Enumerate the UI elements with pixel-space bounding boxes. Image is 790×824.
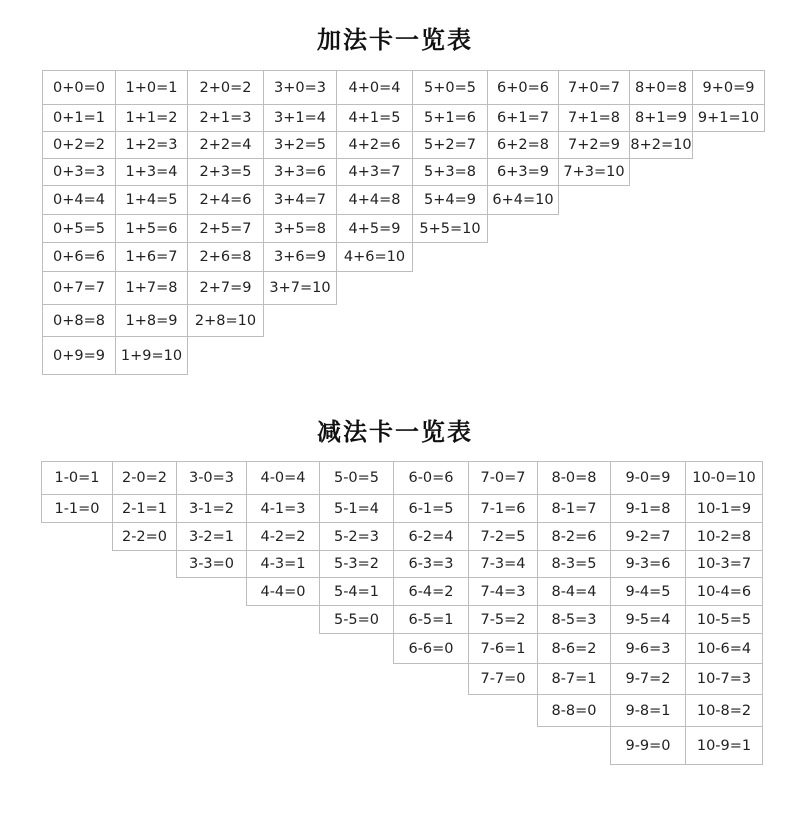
subtraction-card: 5-4=1: [319, 577, 394, 606]
addition-card: 0+1=1: [42, 104, 116, 132]
subtraction-card: 6-1=5: [393, 494, 469, 523]
subtraction-card: 7-0=7: [468, 461, 538, 495]
addition-card: 8+1=9: [629, 104, 693, 132]
addition-card: 0+6=6: [42, 242, 116, 272]
subtraction-card: 6-3=3: [393, 550, 469, 578]
subtraction-card: 10-5=5: [685, 605, 763, 634]
subtraction-card: 5-3=2: [319, 550, 394, 578]
addition-card: 6+2=8: [487, 131, 559, 159]
addition-card: 0+8=8: [42, 304, 116, 337]
addition-card: 6+3=9: [487, 158, 559, 186]
subtraction-card: 5-5=0: [319, 605, 394, 634]
subtraction-card: 9-0=9: [610, 461, 686, 495]
addition-card: 1+6=7: [115, 242, 188, 272]
subtraction-card: 4-0=4: [246, 461, 320, 495]
addition-card: 1+2=3: [115, 131, 188, 159]
subtraction-card: 10-4=6: [685, 577, 763, 606]
addition-card: 1+8=9: [115, 304, 188, 337]
addition-card: 2+4=6: [187, 185, 264, 215]
addition-card: 2+6=8: [187, 242, 264, 272]
addition-card: 4+6=10: [336, 242, 413, 272]
addition-card: 2+7=9: [187, 271, 264, 305]
subtraction-card: 7-2=5: [468, 522, 538, 551]
subtraction-card: 2-1=1: [112, 494, 177, 523]
subtraction-card: 9-7=2: [610, 663, 686, 695]
addition-card: 7+2=9: [558, 131, 630, 159]
addition-card: 3+2=5: [263, 131, 337, 159]
subtraction-card: 8-7=1: [537, 663, 611, 695]
subtraction-card: 5-1=4: [319, 494, 394, 523]
subtraction-card: 8-8=0: [537, 694, 611, 727]
subtraction-card: 10-2=8: [685, 522, 763, 551]
subtraction-card: 7-7=0: [468, 663, 538, 695]
addition-card: 9+1=10: [692, 104, 765, 132]
subtraction-card: 10-9=1: [685, 726, 763, 765]
addition-card: 3+0=3: [263, 70, 337, 105]
addition-card: 2+0=2: [187, 70, 264, 105]
addition-card: 1+7=8: [115, 271, 188, 305]
addition-card: 7+0=7: [558, 70, 630, 105]
subtraction-card: 4-1=3: [246, 494, 320, 523]
subtraction-card: 9-8=1: [610, 694, 686, 727]
addition-card: 2+1=3: [187, 104, 264, 132]
subtraction-card: 8-6=2: [537, 633, 611, 664]
addition-card: 9+0=9: [692, 70, 765, 105]
addition-card: 6+0=6: [487, 70, 559, 105]
subtraction-card: 9-3=6: [610, 550, 686, 578]
subtraction-card: 10-7=3: [685, 663, 763, 695]
subtraction-card: 6-5=1: [393, 605, 469, 634]
addition-card: 4+3=7: [336, 158, 413, 186]
addition-card: 2+8=10: [187, 304, 264, 337]
addition-card: 3+7=10: [263, 271, 337, 305]
subtraction-card: 4-4=0: [246, 577, 320, 606]
addition-card: 1+0=1: [115, 70, 188, 105]
subtraction-card: 3-2=1: [176, 522, 247, 551]
subtraction-card: 5-2=3: [319, 522, 394, 551]
subtraction-card: 9-6=3: [610, 633, 686, 664]
subtraction-card: 4-3=1: [246, 550, 320, 578]
subtraction-card: 10-3=7: [685, 550, 763, 578]
addition-card: 6+4=10: [487, 185, 559, 215]
subtraction-card: 2-0=2: [112, 461, 177, 495]
subtraction-card: 1-0=1: [41, 461, 113, 495]
addition-card: 5+3=8: [412, 158, 488, 186]
subtraction-card: 1-1=0: [41, 494, 113, 523]
addition-card: 4+1=5: [336, 104, 413, 132]
addition-card: 0+5=5: [42, 214, 116, 243]
addition-card: 1+1=2: [115, 104, 188, 132]
addition-card: 3+5=8: [263, 214, 337, 243]
addition-card: 1+4=5: [115, 185, 188, 215]
subtraction-card: 6-6=0: [393, 633, 469, 664]
subtraction-card: 3-1=2: [176, 494, 247, 523]
addition-card: 4+4=8: [336, 185, 413, 215]
subtraction-card: 8-0=8: [537, 461, 611, 495]
addition-card: 0+0=0: [42, 70, 116, 105]
subtraction-card: 3-3=0: [176, 550, 247, 578]
addition-card: 6+1=7: [487, 104, 559, 132]
addition-card: 4+5=9: [336, 214, 413, 243]
subtraction-card: 9-9=0: [610, 726, 686, 765]
addition-card: 3+1=4: [263, 104, 337, 132]
addition-card: 8+2=10: [629, 131, 693, 159]
addition-card: 5+4=9: [412, 185, 488, 215]
addition-card: 3+3=6: [263, 158, 337, 186]
subtraction-card: 8-1=7: [537, 494, 611, 523]
subtraction-card: 4-2=2: [246, 522, 320, 551]
subtraction-card: 10-6=4: [685, 633, 763, 664]
subtraction-card: 7-3=4: [468, 550, 538, 578]
addition-card: 5+2=7: [412, 131, 488, 159]
addition-card: 0+4=4: [42, 185, 116, 215]
subtraction-card: 6-2=4: [393, 522, 469, 551]
subtraction-card: 9-2=7: [610, 522, 686, 551]
addition-card: 2+3=5: [187, 158, 264, 186]
subtraction-card: 8-3=5: [537, 550, 611, 578]
addition-card: 7+3=10: [558, 158, 630, 186]
subtraction-card: 7-1=6: [468, 494, 538, 523]
subtraction-card: 10-1=9: [685, 494, 763, 523]
subtraction-card: 8-4=4: [537, 577, 611, 606]
addition-card: 1+9=10: [115, 336, 188, 375]
addition-card: 3+4=7: [263, 185, 337, 215]
subtraction-card: 8-2=6: [537, 522, 611, 551]
addition-card: 1+3=4: [115, 158, 188, 186]
subtraction-table-title: 减法卡一览表: [317, 418, 473, 446]
subtraction-card: 3-0=3: [176, 461, 247, 495]
addition-card: 0+2=2: [42, 131, 116, 159]
subtraction-card: 7-6=1: [468, 633, 538, 664]
subtraction-card: 6-0=6: [393, 461, 469, 495]
addition-card: 5+5=10: [412, 214, 488, 243]
addition-card: 2+2=4: [187, 131, 264, 159]
addition-card: 0+7=7: [42, 271, 116, 305]
addition-card: 1+5=6: [115, 214, 188, 243]
subtraction-card: 10-0=10: [685, 461, 763, 495]
addition-card: 4+0=4: [336, 70, 413, 105]
subtraction-card: 9-4=5: [610, 577, 686, 606]
addition-card: 0+3=3: [42, 158, 116, 186]
subtraction-card: 7-4=3: [468, 577, 538, 606]
subtraction-card: 2-2=0: [112, 522, 177, 551]
addition-card: 5+1=6: [412, 104, 488, 132]
subtraction-card: 5-0=5: [319, 461, 394, 495]
subtraction-card: 8-5=3: [537, 605, 611, 634]
addition-card: 7+1=8: [558, 104, 630, 132]
subtraction-card: 10-8=2: [685, 694, 763, 727]
addition-card: 4+2=6: [336, 131, 413, 159]
subtraction-card: 9-1=8: [610, 494, 686, 523]
subtraction-card: 9-5=4: [610, 605, 686, 634]
addition-card: 3+6=9: [263, 242, 337, 272]
subtraction-card: 7-5=2: [468, 605, 538, 634]
addition-card: 8+0=8: [629, 70, 693, 105]
addition-table-title: 加法卡一览表: [317, 26, 473, 54]
subtraction-card: 6-4=2: [393, 577, 469, 606]
addition-card: 5+0=5: [412, 70, 488, 105]
addition-card: 2+5=7: [187, 214, 264, 243]
addition-card: 0+9=9: [42, 336, 116, 375]
